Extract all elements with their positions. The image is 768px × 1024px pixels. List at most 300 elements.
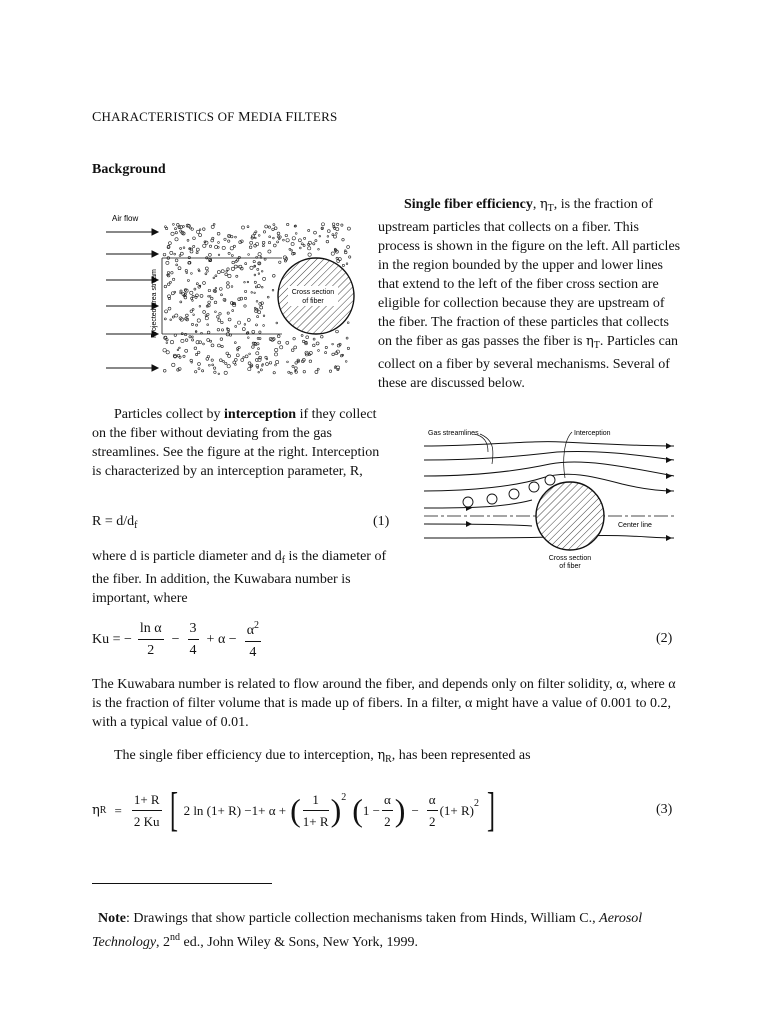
particle-dot (171, 232, 174, 235)
particle-dot (185, 269, 187, 271)
particle-dot (193, 314, 195, 316)
particle-dot (275, 348, 278, 351)
particle-dot (227, 282, 230, 285)
particle-dot (195, 331, 197, 333)
particle-dot (172, 223, 174, 225)
particle-dot (185, 349, 188, 352)
particle-dot (320, 335, 323, 338)
particle-dot (252, 346, 255, 349)
figure-interception (422, 420, 680, 570)
particle-dot (210, 259, 212, 261)
particle-dot (318, 350, 320, 352)
particle-dot (175, 228, 177, 230)
interception-efficiency-paragraph: The single fiber efficiency due to interception, $\eta_R$, has been represented as (114, 748, 531, 765)
particle-dot (294, 346, 297, 349)
particle-dot (172, 278, 174, 280)
particle-dot (244, 305, 246, 307)
particle-dot (235, 236, 237, 238)
particle-dot (332, 234, 334, 236)
particle-dot (213, 289, 216, 292)
particle-dot (257, 316, 259, 318)
particle-dot (180, 292, 182, 294)
particle-dot (288, 371, 290, 373)
particle-dot (269, 362, 272, 365)
particle-dot (278, 238, 280, 240)
kuwabara-paragraph: The Kuwabara number is related to flow around the fiber, and depends only on filter solidity, α, where α is the fraction of filter volume that is made up of fibers. In a filter, α might have a value of 0.001 to 0.2, with a typical value of 0.01. (92, 677, 676, 730)
particle-dot (196, 324, 198, 326)
particle-dot (191, 336, 193, 338)
particle-dot (175, 232, 177, 234)
particle-dot (217, 271, 220, 274)
particle-dot (179, 347, 181, 349)
particle-dot (172, 316, 174, 318)
particle-dot (207, 324, 209, 326)
particle-dot (209, 245, 211, 247)
particle-dot (183, 355, 185, 357)
particle-dot (234, 265, 237, 268)
particle-dot (235, 325, 237, 327)
particle-dot (228, 330, 230, 332)
particle-dot (258, 253, 261, 256)
particle-dot (313, 243, 315, 245)
particle-dot (272, 289, 274, 291)
particle-dot (182, 225, 184, 227)
particle-dot (244, 297, 246, 299)
particle-dot (190, 310, 193, 313)
particle-dot (199, 229, 201, 231)
particle-dot (258, 348, 260, 350)
particle-dot (308, 247, 311, 250)
particle-dot (259, 331, 261, 333)
particle-dot (258, 235, 260, 237)
particle-dot (176, 264, 178, 266)
particle-dot (332, 353, 335, 356)
particle-dot (218, 242, 220, 244)
particle-dot (207, 304, 210, 307)
particle-dot (255, 237, 257, 239)
particle-dot (334, 367, 336, 369)
particle-dot (210, 340, 212, 342)
gas-streamlines-label: Gas streamlines (428, 430, 479, 437)
particle-dot (205, 315, 207, 317)
particle-dot (275, 364, 277, 366)
particle-dot (176, 223, 179, 226)
particle-dot (231, 267, 234, 270)
particle-dot (192, 308, 194, 310)
particle-dot (325, 346, 327, 348)
particle-dot (164, 285, 167, 288)
particle-dot (329, 370, 331, 372)
particle-dot (243, 357, 245, 359)
particle-dot (191, 273, 193, 275)
particle-dot (175, 259, 178, 262)
svg-text:of fiber: of fiber (559, 563, 581, 570)
particle-dot (201, 370, 203, 372)
particle-dot (206, 358, 209, 361)
particle-dot (234, 358, 237, 361)
particle-dot (215, 287, 217, 289)
particle-dot (282, 239, 284, 241)
particle-dot (336, 330, 339, 333)
particle-dot (207, 313, 209, 315)
particle-dot (198, 367, 200, 369)
particle-dot (245, 263, 247, 265)
equation-2-number: (2) (656, 631, 673, 646)
particle-dot (219, 288, 222, 291)
particle-dot (192, 300, 194, 302)
particle-dot (349, 256, 351, 258)
particle-dot (214, 371, 216, 373)
particle-dot (170, 340, 173, 343)
particle-dot (196, 230, 199, 233)
center-line-label: Center line (618, 522, 652, 529)
particle-dot (166, 351, 169, 354)
particle-dot (244, 290, 246, 292)
particle-dot (219, 313, 222, 316)
particle-dot (214, 301, 217, 304)
particle-dot (231, 286, 233, 288)
particle-dot (211, 344, 214, 347)
particle-dot (347, 227, 350, 230)
particle-dot (313, 338, 315, 340)
particle-dot (304, 237, 306, 239)
particle-dot (203, 311, 206, 314)
particle-dot (248, 254, 250, 256)
particle-dot (211, 225, 214, 228)
particle-dot (211, 297, 214, 300)
particle-dot (319, 235, 321, 237)
particle-dot (261, 270, 263, 272)
particle-dot (220, 338, 223, 341)
particle-dot (237, 349, 239, 351)
particle-dot (196, 252, 198, 254)
particle-dot (257, 268, 259, 270)
particle-dot (181, 339, 184, 342)
particle-dot (191, 323, 193, 325)
particle-dot (256, 300, 258, 302)
particle-dot (268, 226, 270, 228)
particle-dot (213, 223, 215, 225)
particle-dot (236, 275, 238, 277)
particle-dot (193, 245, 195, 247)
figure-single-fiber (104, 210, 356, 376)
particle-dot (263, 231, 265, 233)
air-flow-label: Air flow (112, 214, 139, 223)
particle-dot (189, 336, 191, 338)
particle-dot (295, 362, 297, 364)
particle-dot (238, 321, 241, 324)
particle-dot (291, 250, 293, 252)
particle-dot (221, 329, 223, 331)
particle-dot (308, 229, 310, 231)
particle-dot (223, 360, 225, 362)
particle-dot (165, 227, 167, 229)
particle-dot (224, 238, 226, 240)
particle-dot (338, 258, 341, 261)
particle-dot (273, 244, 276, 247)
particle-dot (218, 319, 221, 322)
particle-dot (167, 271, 169, 273)
particle-dot (265, 225, 268, 228)
interception-label: Interception (574, 430, 611, 437)
particle-dot (203, 228, 206, 231)
particle-dot (276, 322, 278, 324)
particle-dot (255, 324, 257, 326)
particle-dot (248, 362, 251, 365)
particle-dot (208, 364, 210, 366)
particle-dot (317, 368, 319, 370)
particle-dot (336, 228, 339, 231)
particle-dot (247, 226, 249, 228)
particle-dot (207, 331, 210, 334)
particle-dot (235, 364, 237, 366)
particle-dot (292, 237, 295, 240)
particle-dot (346, 263, 348, 265)
particle-dot (277, 241, 279, 243)
particle-dot (263, 325, 265, 327)
particle-dot (183, 247, 185, 249)
particle-dot (166, 261, 169, 264)
particle-dot (327, 230, 330, 233)
particle-dot (207, 339, 210, 342)
particle-dot (238, 346, 240, 348)
projected-area-label: Projected area stream (151, 269, 158, 338)
particle-dot (315, 370, 318, 373)
particle-dot (191, 361, 193, 363)
particle-dot (180, 301, 182, 303)
particle-dot (194, 347, 197, 350)
equation-3-number: (3) (656, 802, 673, 817)
particle-dot (218, 254, 220, 256)
interception-paragraph: Particles collect by interception if they collect on the fiber without deviating from the gas streamlines. See the figure at the right. Interception is characterized by an interception parameter, R, (92, 407, 380, 479)
particle-dot (221, 270, 224, 273)
particle-dot (261, 302, 264, 305)
particle-dot (286, 239, 289, 242)
particle-dot (290, 372, 292, 374)
particle-dot (277, 232, 280, 235)
particle-dot (170, 319, 172, 321)
particle-dot (295, 233, 297, 235)
particle-dot (236, 259, 238, 261)
particle-dot (199, 305, 201, 307)
particle-dot (168, 242, 171, 245)
particle-dot (258, 273, 260, 275)
particle-dot (347, 347, 349, 349)
particle-dot (254, 244, 257, 247)
particle-dot (345, 360, 347, 362)
particle-dot (251, 292, 253, 294)
particle-dot (193, 237, 196, 240)
particle-dot (261, 286, 263, 288)
particle-dot (230, 247, 233, 250)
particle-dot (325, 352, 327, 354)
particle-dot (241, 226, 244, 229)
particle-dot (247, 337, 249, 339)
particle-dot (249, 246, 252, 249)
particle-dot (326, 240, 329, 243)
particle-dot (194, 288, 196, 290)
particle-dot (191, 339, 193, 341)
particle-dot (267, 296, 269, 298)
particle-dot (168, 307, 171, 310)
particle-dot (301, 334, 303, 336)
particle-dot (337, 260, 340, 263)
particle-dot (262, 364, 264, 366)
particle-dot (314, 231, 317, 234)
particle-dot (170, 251, 173, 254)
particle-dot (167, 283, 170, 286)
footnote-rule (92, 883, 272, 884)
particle-dot (303, 244, 305, 246)
particle-dot (269, 236, 271, 238)
particle-dot (228, 318, 231, 321)
particle-dot (180, 247, 182, 249)
particle-dot (337, 223, 339, 225)
particle-dot (213, 277, 215, 279)
particle-dot (308, 253, 311, 256)
particle-dot (287, 361, 289, 363)
particle-dot (200, 294, 203, 297)
particle-dot (247, 281, 249, 283)
particle-dot (252, 330, 255, 333)
particle-dot (268, 241, 270, 243)
particle-dot (332, 223, 335, 226)
particle-dot (186, 314, 189, 317)
particle-dot (215, 275, 217, 277)
particle-dot (203, 343, 205, 345)
particle-dot (205, 273, 207, 275)
particle-dot (198, 363, 201, 366)
svg-text:Cross section: Cross section (548, 555, 592, 562)
particle-dot (221, 345, 223, 347)
particle-dot (166, 342, 168, 344)
particle-dot (178, 267, 181, 270)
particle-dot (175, 314, 178, 317)
equation-1: $R = d/d_f$ (92, 514, 138, 531)
particle-dot (205, 267, 208, 270)
particle-dot (341, 224, 343, 226)
particle-dot (332, 343, 334, 345)
particle-dot (293, 337, 295, 339)
particle-dot (236, 354, 239, 357)
particle-dot (272, 274, 275, 277)
particle-dot (186, 272, 188, 274)
particle-dot (342, 264, 344, 266)
particle-dot (208, 253, 211, 256)
particle-dot (233, 245, 235, 247)
particle-dot (180, 252, 183, 255)
particle-dot (342, 238, 344, 240)
particle-dot (316, 342, 319, 345)
particle-dot (272, 228, 275, 231)
particle-dot (279, 261, 281, 263)
particle-dot (298, 239, 301, 242)
particle-dot (254, 274, 256, 276)
particle-dot (273, 224, 275, 226)
particle-dot (286, 223, 288, 225)
particle-dot (192, 295, 194, 297)
particle-dot (222, 246, 225, 249)
particle-dot (227, 365, 230, 368)
particle-dot (234, 342, 236, 344)
particle-dot (211, 359, 213, 361)
particle-dot (207, 270, 209, 272)
particle-dot (253, 260, 255, 262)
particle-dot (306, 336, 309, 339)
particle-dot (174, 291, 176, 293)
particle-dot (229, 235, 231, 237)
particle-dot (170, 281, 172, 283)
particle-dot (171, 272, 173, 274)
section-heading: Background (92, 162, 166, 177)
particle-dot (327, 236, 329, 238)
particle-dot (333, 235, 336, 238)
particle-dot (177, 349, 179, 351)
particle-dot (303, 370, 306, 373)
particle-dot (191, 297, 193, 299)
particle-dot (199, 234, 202, 237)
particle-dot (221, 321, 224, 324)
particle-dot (247, 318, 250, 321)
particle-dot (224, 300, 226, 302)
particle-dot (196, 248, 199, 251)
particle-dot (278, 341, 281, 344)
particle-dot (321, 223, 324, 226)
equation-1-number: (1) (373, 514, 390, 529)
particle-dot (217, 344, 220, 347)
particle-dot (228, 355, 231, 358)
particle-dot (164, 318, 166, 320)
particle-dot (217, 316, 220, 319)
particle-dot (248, 368, 251, 371)
svg-text:Cross section: Cross section (291, 289, 335, 296)
particle-dot (254, 265, 256, 267)
particle-dot (187, 239, 189, 241)
particle-dot (232, 310, 234, 312)
particle-dot (225, 273, 228, 276)
particle-dot (205, 317, 208, 320)
particle-dot (264, 258, 266, 260)
particle-dot (273, 237, 275, 239)
particle-dot (174, 253, 176, 255)
particle-dot (336, 257, 338, 259)
particle-dot (258, 371, 260, 373)
particle-dot (331, 252, 334, 255)
particle-dot (231, 254, 233, 256)
particle-dot (219, 359, 222, 362)
particle-dot (244, 281, 246, 283)
particle-dot (346, 337, 348, 339)
particle-dot (231, 236, 233, 238)
particle-dot (336, 233, 338, 235)
particle-dot (163, 349, 166, 352)
particle-dot (250, 266, 253, 269)
particle-dot (217, 328, 220, 331)
particle-dot (289, 248, 291, 250)
particle-dot (291, 242, 294, 245)
particle-dot (254, 281, 256, 283)
svg-text:of fiber: of fiber (302, 298, 324, 305)
particle-dot (208, 289, 211, 292)
equation-3: η R = $\frac{1+ R}{2 Ku}$ [ 2 ln (1+ R) −1+ α + ( $\frac{1}{1+ R}$ ) 2 ( 1 − $\frac{\alpha}{2}$ ) − $\frac{\alpha}{2}$ (1+ R) 2 ] (92, 783, 496, 836)
particle-dot (232, 261, 235, 264)
particle-dot (256, 352, 259, 355)
particle-dot (226, 285, 229, 288)
particle-dot (195, 353, 197, 355)
particle-dot (217, 232, 220, 235)
particle-dot (285, 234, 288, 237)
particle-dot (208, 301, 211, 304)
